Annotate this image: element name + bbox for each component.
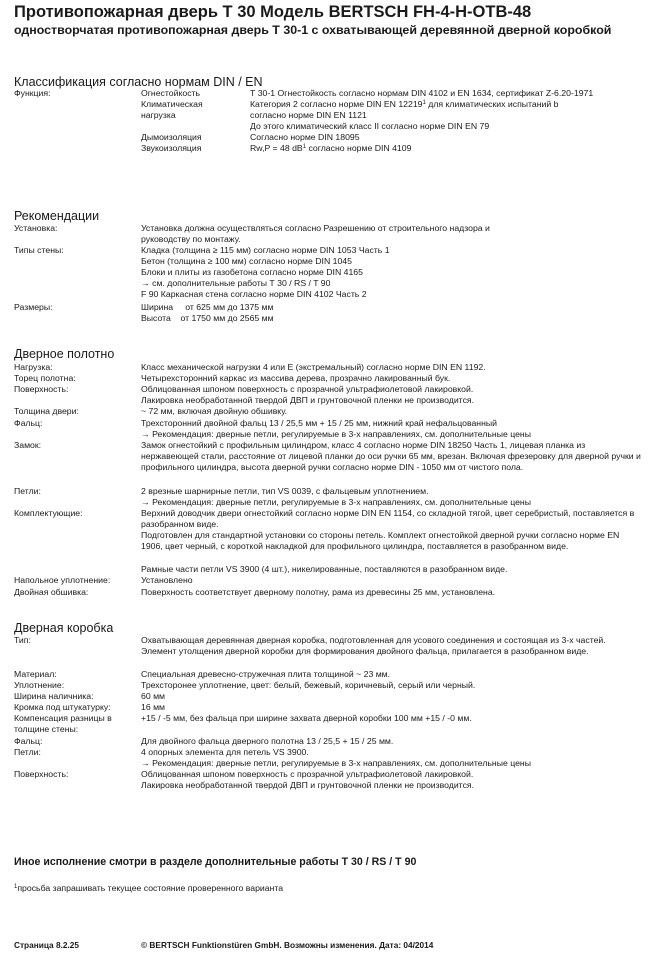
thickness-label: Толщина двери: [14, 406, 79, 416]
lock-label: Замок: [14, 440, 42, 450]
rebate-label: Фальц: [14, 418, 43, 428]
frame-seal-label: Уплотнение: [14, 680, 65, 690]
frame-hinges-label: Петли: [14, 747, 41, 757]
installation-label: Установка: [14, 223, 58, 233]
fire-resistance-value: Т 30-1 Огнестойкость согласно нормам DIN 4102 и EN 1634, сертификат Z-6.20-1971 [250, 88, 594, 98]
frame-surface-value-line1: Облицованная шпоном поверхность с прозрачной ультрафиолетовой лакировкой. [141, 769, 474, 779]
double-cladding-label: Двойная обшивка: [14, 587, 89, 597]
smoke-protection-value: Согласно норме DIN 18095 [250, 132, 360, 142]
climate-value-line2: согласно норме DIN EN 1121 [250, 110, 367, 120]
section-heading-classification: Классификация согласно нормам DIN / EN [14, 75, 263, 89]
thickness-value: ~ 72 мм, включая двойную обшивку. [141, 406, 288, 416]
page-title: Противопожарная дверь Т 30 Модель BERTSCH FH-4-H-OTB-48 [14, 3, 532, 21]
frame-hinges-value-line1: 4 опорных элемента для петель VS 3900. [141, 747, 309, 757]
plaster-edge-label: Кромка под штукатурку: [14, 702, 111, 712]
wall-type-item: Блоки и плиты из газобетона согласно норме DIN 4165 [141, 267, 363, 277]
width-range: Ширина от 625 мм до 1375 мм [141, 302, 274, 312]
climate-value-line3: До этого климатический класс II согласно норме DIN EN 79 [250, 121, 490, 131]
trim-width-label: Ширина наличника: [14, 691, 94, 701]
wall-compensation-label-line1: Компенсация разницы в [14, 713, 112, 723]
rebate-value-line1: Трехсторонний двойной фальц 13 / 25,5 мм + 15 / 25 мм, нижний край нефальцованный [141, 418, 497, 428]
smoke-protection-label: Дымоизоляция [141, 132, 202, 142]
load-label: Нагрузка: [14, 362, 53, 372]
fittings-label: Комплектующие: [14, 508, 83, 518]
climate-label-line2: нагрузка [141, 110, 176, 120]
fittings-value-para1: Верхний доводчик двери огнестойкий согласно норме DIN EN 1154, со складной тягой, цвет серебристый, поставляется в разобранном виде. [141, 508, 635, 529]
hinges-value-line1: 2 врезные шарнирные петли, тип VS 0039, с фальцевым уплотнением. [141, 486, 429, 496]
frame-type-label: Тип: [14, 635, 31, 645]
wall-compensation-label-line2: толщине стены: [14, 724, 79, 734]
footnote-marker: 1 [302, 144, 307, 150]
surface-label: Поверхность: [14, 384, 69, 394]
fittings-value-para2: Подготовлен для стандартной установки со стороны петель. Комплект огнестойкой дверной ручки согласно норме EN 1906, цвет черный, с короткой накладкой для профильного цилиндра, поставляется в разобранном виде. [141, 530, 620, 551]
material-label: Материал: [14, 669, 57, 679]
floor-seal-label: Напольное уплотнение: [14, 575, 111, 585]
hinges-label: Петли: [14, 486, 41, 496]
section-heading-recommendations: Рекомендации [14, 209, 100, 223]
installation-value: Установка должна осуществляться согласно Разрешению от строительного надзора и руководству по монтажу. [141, 223, 490, 244]
wall-type-item: Кладка (толщина ≥ 115 мм) согласно норме DIN 1053 Часть 1 [141, 245, 390, 255]
trim-width-value: 60 мм [141, 691, 166, 701]
copyright: © BERTSCH Funktionstüren GmbH. Возможны изменения. Дата: 04/2014 [141, 940, 434, 950]
sound-insulation-value: Rw,P = 48 $dB^1$ согласно норме DIN 4109 [250, 143, 412, 153]
sound-insulation-label: Звукоизоляция [141, 143, 202, 153]
fire-resistance-label: Огнестойкость [141, 88, 201, 98]
page-number: Страница 8.2.25 [14, 940, 80, 950]
frame-rebate-label: Фальц: [14, 736, 43, 746]
frame-rebate-value: Для двойного фальца дверного полотна 13 / 25,5 + 15 / 25 мм. [141, 736, 394, 746]
footnote-marker: 1 [14, 884, 18, 890]
lock-value: Замок огнестойкий с профильным цилиндром, класс 4 согласно норме DIN 18250 Часть 1, лицевая планка из нержавеющей стали, расстояние от лицевой планки до оси ручки 65 мм, врезан. Включая фрезеровку для дверной ручки и профильного цилиндра, высота дверной ручки согласно норме DIN - 1050 мм от чистого пола. [141, 440, 641, 472]
surface-value-line2: Лакировка необработанной твердой ДВП и грунтовочной пленки не производится. [141, 395, 475, 405]
wall-compensation-value: +15 / -5 мм, без фальца при ширине захвата дверной коробки 100 мм +15 / -0 мм. [141, 713, 472, 723]
floor-seal-value: Установлено [141, 575, 193, 585]
double-cladding-value: Поверхность соответствует дверному полотну, рама из древесины 25 мм, установлена. [141, 587, 496, 597]
wall-types-label: Типы стены: [14, 245, 64, 255]
material-value: Специальная древесно-стружечная плита толщиной ~ 23 мм. [141, 669, 391, 679]
wall-type-item: Бетон (толщина ≥ 100 мм) согласно норме DIN 1045 [141, 256, 352, 266]
height-range: Высота от 1750 мм до 2565 мм [141, 313, 274, 323]
surface-value-line1: Облицованная шпоном поверхность с прозрачной ультрафиолетовой лакировкой. [141, 384, 474, 394]
edge-value: Четырехсторонний каркас из массива дерева, прозрачно лакированный бук. [141, 373, 451, 383]
plaster-edge-value: 16 мм [141, 702, 166, 712]
page-subtitle: одностворчатая противопожарная дверь Т 30-1 с охватывающей деревянной дверной коробкой [14, 23, 612, 37]
frame-seal-value: Трехсторонее уплотнение, цвет: белый, бежевый, коричневый, серый или черный. [141, 680, 476, 690]
edge-label: Торец полотна: [14, 373, 76, 383]
rebate-value-line2: → Рекомендация: дверные петли, регулируемые в 3-х направлениях, см. дополнительные цены [141, 429, 531, 439]
footnote: $^1$просьба запрашивать текущее состояние проверенного варианта [14, 883, 284, 893]
function-label: Функция: [14, 88, 51, 98]
frame-type-value: Охватывающая деревянная дверная коробка, подготовленная для усового соединения и состоящая из 3-х частей. Элемент утолщения дверной коробки для формирования двойного фальца, прилагается в разобранном виде. [141, 635, 606, 656]
climate-label-line1: Климатическая [141, 99, 203, 109]
section-heading-door-leaf: Дверное полотно [14, 347, 115, 361]
footnote-marker: 1 [422, 100, 426, 106]
sizes-label: Размеры: [14, 302, 53, 312]
frame-hinges-value-line2: → Рекомендация: дверные петли, регулируемые в 3-х направлениях, см. дополнительные цены [141, 758, 531, 768]
section-heading-door-frame: Дверная коробка [14, 621, 114, 635]
frame-surface-label: Поверхность: [14, 769, 69, 779]
wall-type-item: → см. дополнительные работы Т 30 / RS / T 90 [141, 278, 331, 288]
hinges-value-line2: → Рекомендация: дверные петли, регулируемые в 3-х направлениях, см. дополнительные цены [141, 497, 531, 507]
frame-surface-value-line2: Лакировка необработанной твердой ДВП и грунтовочной пленки не производится. [141, 780, 475, 790]
load-value: Класс механической нагрузки 4 или Е (экстремальный) согласно норме DIN EN 1192. [141, 362, 486, 372]
climate-value-line1: Категория 2 согласно норме DIN EN 12219$^1$ для климатических испытаний b [250, 99, 559, 109]
fittings-value-para3: Рамные части петли VS 3900 (4 шт.), никелированные, поставляются в разобранном виде. [141, 564, 508, 574]
other-versions-note: Иное исполнение смотри в разделе дополнительные работы Т 30 / RS / T 90 [14, 856, 417, 868]
wall-type-item: F 90 Каркасная стена согласно норме DIN 4102 Часть 2 [141, 289, 367, 299]
